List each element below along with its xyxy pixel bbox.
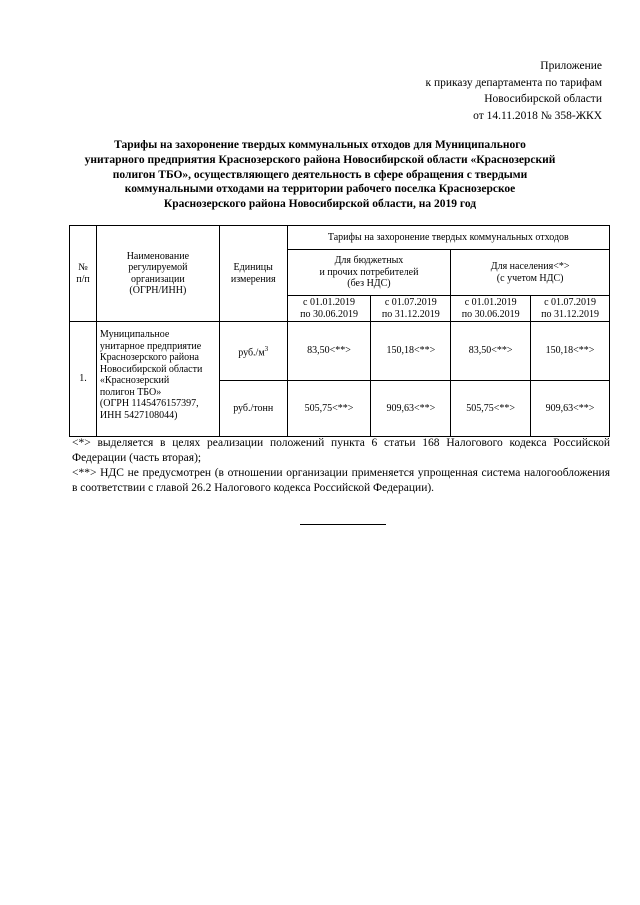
appendix-line: к приказу департамента по тарифам: [425, 76, 602, 89]
footnote-vat-population: <*> выделяется в целях реализации положений пункта 6 статьи 168 Налогового кодекса Российской Федерации (часть вторая);: [72, 437, 610, 464]
header-budget-consumers: Для бюджетных и прочих потребителей (без НДС): [287, 250, 451, 296]
header-period: с 01.07.2019 по 31.12.2019: [531, 296, 610, 322]
appendix-line: Приложение: [540, 60, 602, 72]
tariff-value: 909,63<**>: [371, 381, 451, 437]
tariff-value: 909,63<**>: [531, 381, 610, 437]
row-number: 1.: [70, 322, 97, 437]
tariff-value: 150,18<**>: [371, 322, 451, 381]
footnote-vat-not-applied: <**> НДС не предусмотрен (в отношении организации применяется упрощенная система налогообложения в соответствии с главой 26.2 Налогового кодекса Российской Федерации).: [72, 467, 610, 494]
title-line: полигон ТБО», осуществляющего деятельность в сфере обращения с твердыми: [112, 168, 528, 181]
header-period: с 01.07.2019 по 31.12.2019: [371, 296, 451, 322]
header-organization: Наименование регулируемой организации (ОГРН/ИНН): [96, 226, 219, 322]
organization-name: Муниципальное унитарное предприятие Краснозерского района Новосибирской области «Краснозерский полигон ТБО» (ОГРН 1145476157397, ИНН 5427108044): [96, 322, 219, 437]
appendix-line: от 14.11.2018 № 358-ЖКХ: [473, 109, 602, 122]
title-line: унитарного предприятия Краснозерского района Новосибирской области «Краснозерский: [84, 153, 556, 166]
unit-ton: руб./тонн: [219, 381, 287, 437]
appendix-block: [425, 58, 602, 124]
tariffs-table: [69, 225, 610, 437]
tariff-value: 83,50<**>: [287, 322, 371, 381]
header-tariffs: Тарифы на захоронение твердых коммунальных отходов: [287, 226, 609, 250]
tariff-value: 505,75<**>: [287, 381, 371, 437]
header-period: с 01.01.2019 по 30.06.2019: [451, 296, 531, 322]
unit-cubic-meter: $руб./м^3$: [219, 322, 287, 381]
header-population: Для населения<*> (с учетом НДС): [451, 250, 610, 296]
table-row: [70, 322, 610, 381]
tariff-value: 150,18<**>: [531, 322, 610, 381]
closing-divider: [300, 524, 386, 525]
title-line: Тарифы на захоронение твердых коммунальных отходов для Муниципального: [114, 139, 526, 151]
footnotes: [72, 436, 610, 496]
document-title: [70, 138, 570, 212]
header-row: [70, 226, 610, 250]
header-number: № п/п: [70, 226, 97, 322]
tariff-value: 83,50<**>: [451, 322, 531, 381]
header-unit: Единицы измерения: [219, 226, 287, 322]
title-line: Краснозерского района Новосибирской области, на 2019 год: [163, 198, 477, 211]
header-period: с 01.01.2019 по 30.06.2019: [287, 296, 371, 322]
tariff-value: 505,75<**>: [451, 381, 531, 437]
appendix-line: Новосибирской области: [484, 93, 602, 105]
title-line: коммунальными отходами на территории рабочего поселка Краснозерское: [124, 183, 516, 196]
